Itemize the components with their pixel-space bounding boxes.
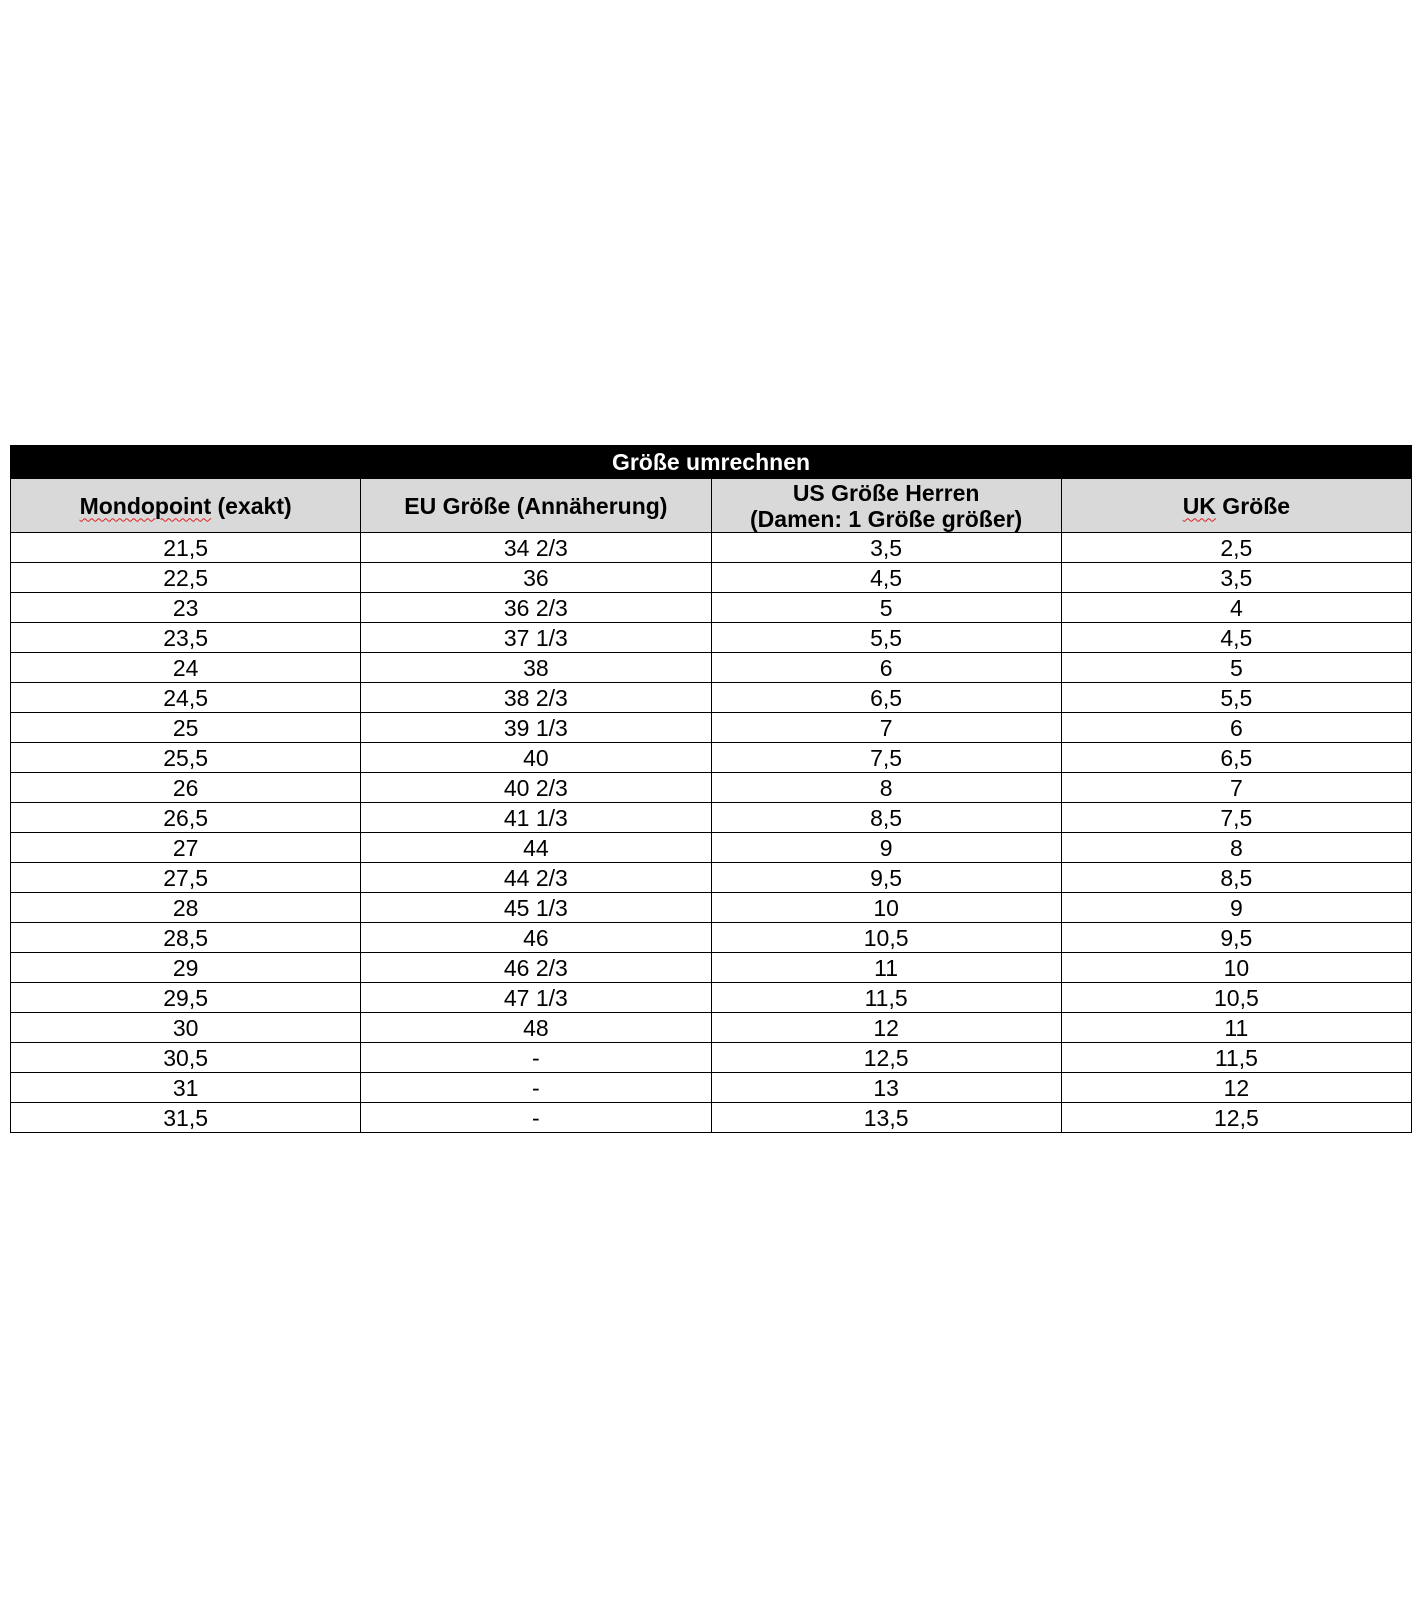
table-row — [11, 1043, 1412, 1073]
cell-mondopoint: 30,5 — [11, 1043, 361, 1073]
cell-uk: 3,5 — [1061, 563, 1411, 593]
cell-mondopoint: 26,5 — [11, 803, 361, 833]
cell-us: 5,5 — [711, 623, 1061, 653]
table-row — [11, 653, 1412, 683]
column-header-eu — [361, 479, 711, 533]
cell-mondopoint: 29 — [11, 953, 361, 983]
table-row — [11, 803, 1412, 833]
cell-eu: - — [361, 1043, 711, 1073]
cell-mondopoint: 21,5 — [11, 533, 361, 563]
column-header-mondopoint — [11, 479, 361, 533]
table-row — [11, 893, 1412, 923]
cell-us: 7 — [711, 713, 1061, 743]
cell-eu: 36 2/3 — [361, 593, 711, 623]
cell-uk: 7,5 — [1061, 803, 1411, 833]
cell-uk: 12 — [1061, 1073, 1411, 1103]
cell-eu: 44 — [361, 833, 711, 863]
cell-uk: 12,5 — [1061, 1103, 1411, 1133]
cell-uk: 6 — [1061, 713, 1411, 743]
table-row — [11, 683, 1412, 713]
cell-eu: 39 1/3 — [361, 713, 711, 743]
cell-mondopoint: 23,5 — [11, 623, 361, 653]
column-header-uk — [1061, 479, 1411, 533]
cell-eu: 46 — [361, 923, 711, 953]
table-row — [11, 833, 1412, 863]
cell-us: 9,5 — [711, 863, 1061, 893]
table-row — [11, 623, 1412, 653]
cell-uk: 8,5 — [1061, 863, 1411, 893]
cell-uk: 11,5 — [1061, 1043, 1411, 1073]
cell-mondopoint: 26 — [11, 773, 361, 803]
table-row — [11, 863, 1412, 893]
cell-uk: 4,5 — [1061, 623, 1411, 653]
cell-us: 10 — [711, 893, 1061, 923]
cell-us: 8 — [711, 773, 1061, 803]
table-title: Größe umrechnen — [11, 446, 1412, 479]
cell-uk: 11 — [1061, 1013, 1411, 1043]
cell-mondopoint: 22,5 — [11, 563, 361, 593]
cell-us: 6 — [711, 653, 1061, 683]
cell-mondopoint: 27 — [11, 833, 361, 863]
cell-eu: 45 1/3 — [361, 893, 711, 923]
cell-mondopoint: 24 — [11, 653, 361, 683]
cell-us: 10,5 — [711, 923, 1061, 953]
table-body — [11, 533, 1412, 1133]
cell-uk: 9 — [1061, 893, 1411, 923]
cell-us: 13 — [711, 1073, 1061, 1103]
header-mondopoint-word: Mondopoint — [79, 492, 212, 519]
cell-uk: 5 — [1061, 653, 1411, 683]
cell-us: 12,5 — [711, 1043, 1061, 1073]
cell-uk: 10 — [1061, 953, 1411, 983]
cell-uk: 5,5 — [1061, 683, 1411, 713]
header-mondopoint-suffix: (exakt) — [211, 492, 292, 519]
cell-eu: 44 2/3 — [361, 863, 711, 893]
cell-us: 11 — [711, 953, 1061, 983]
cell-mondopoint: 29,5 — [11, 983, 361, 1013]
cell-eu: - — [361, 1103, 711, 1133]
header-uk-suffix: Größe — [1215, 492, 1291, 519]
column-header-row — [11, 479, 1412, 533]
cell-us: 9 — [711, 833, 1061, 863]
header-eu-label: EU Größe (Annäherung) — [404, 492, 668, 519]
table-row — [11, 923, 1412, 953]
cell-mondopoint: 24,5 — [11, 683, 361, 713]
cell-us: 3,5 — [711, 533, 1061, 563]
header-uk-word: UK — [1182, 492, 1216, 519]
table-row — [11, 1013, 1412, 1043]
cell-mondopoint: 31 — [11, 1073, 361, 1103]
table-title-row — [11, 446, 1412, 479]
cell-us: 7,5 — [711, 743, 1061, 773]
table-row — [11, 713, 1412, 743]
cell-eu: 38 2/3 — [361, 683, 711, 713]
cell-us: 12 — [711, 1013, 1061, 1043]
table-row — [11, 593, 1412, 623]
table-row — [11, 533, 1412, 563]
table-row — [11, 983, 1412, 1013]
cell-us: 5 — [711, 593, 1061, 623]
cell-us: 13,5 — [711, 1103, 1061, 1133]
cell-eu: 34 2/3 — [361, 533, 711, 563]
table-row — [11, 773, 1412, 803]
cell-eu: 48 — [361, 1013, 711, 1043]
table-row — [11, 743, 1412, 773]
table-row — [11, 563, 1412, 593]
cell-us: 11,5 — [711, 983, 1061, 1013]
header-us-line1: US Größe Herren — [792, 479, 980, 506]
column-header-us — [711, 479, 1061, 533]
size-conversion-table — [10, 445, 1412, 1133]
cell-uk: 7 — [1061, 773, 1411, 803]
table-row — [11, 953, 1412, 983]
header-us-line2: (Damen: 1 Größe größer) — [750, 505, 1023, 532]
cell-mondopoint: 23 — [11, 593, 361, 623]
cell-uk: 4 — [1061, 593, 1411, 623]
cell-eu: 46 2/3 — [361, 953, 711, 983]
cell-mondopoint: 30 — [11, 1013, 361, 1043]
cell-us: 6,5 — [711, 683, 1061, 713]
table-row — [11, 1103, 1412, 1133]
cell-eu: 37 1/3 — [361, 623, 711, 653]
cell-uk: 10,5 — [1061, 983, 1411, 1013]
cell-eu: - — [361, 1073, 711, 1103]
cell-us: 4,5 — [711, 563, 1061, 593]
cell-eu: 38 — [361, 653, 711, 683]
cell-uk: 9,5 — [1061, 923, 1411, 953]
cell-mondopoint: 31,5 — [11, 1103, 361, 1133]
cell-mondopoint: 27,5 — [11, 863, 361, 893]
cell-eu: 47 1/3 — [361, 983, 711, 1013]
cell-eu: 40 — [361, 743, 711, 773]
cell-mondopoint: 28,5 — [11, 923, 361, 953]
cell-mondopoint: 25,5 — [11, 743, 361, 773]
cell-eu: 41 1/3 — [361, 803, 711, 833]
table-row — [11, 1073, 1412, 1103]
cell-mondopoint: 25 — [11, 713, 361, 743]
cell-eu: 40 2/3 — [361, 773, 711, 803]
cell-uk: 2,5 — [1061, 533, 1411, 563]
cell-uk: 8 — [1061, 833, 1411, 863]
cell-mondopoint: 28 — [11, 893, 361, 923]
cell-uk: 6,5 — [1061, 743, 1411, 773]
cell-eu: 36 — [361, 563, 711, 593]
cell-us: 8,5 — [711, 803, 1061, 833]
